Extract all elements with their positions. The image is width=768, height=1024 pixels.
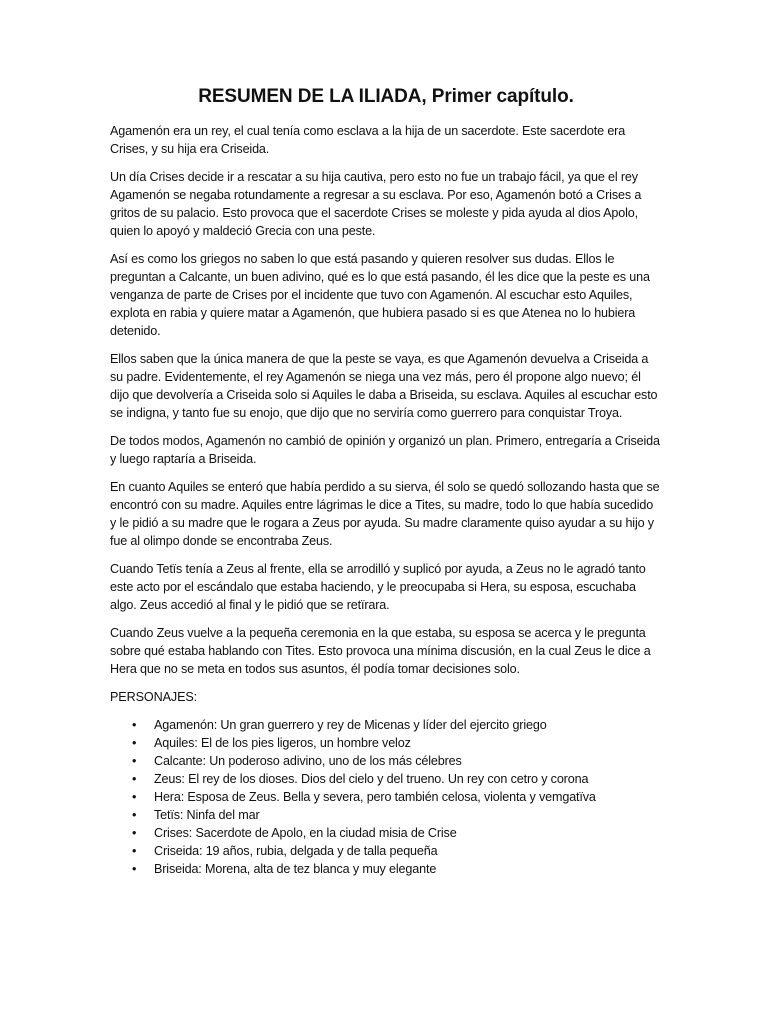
paragraph-6: En cuanto Aquiles se enteró que había perdido a su sierva, él solo se quedó sollozando hasta que se encontró con su madre. Aquiles entre lágrimas le dice a Tites, su madre, todo lo que había sucedido y le pidió a su madre que le rogara a Zeus por ayuda. Su madre claramente quiso ayudar a su hijo y fue al olimpo donde se encontraba Zeus. [110,480,660,548]
list-item [110,752,662,770]
list-item [110,824,662,842]
document-page [110,86,662,878]
character-agamenon: Agamenón: Un gran guerrero y rey de Micenas y líder del ejercito griego [154,718,547,732]
paragraph-4: Ellos saben que la única manera de que la peste se vaya, es que Agamenón devuelva a Criseida a su padre. Evidentemente, el rey Agamenón se niega una vez más, pero él propone algo nuevo; él dijo que devolvería a Criseida solo si Aquiles le daba a Briseida, su esclava. Aquiles al escuchar esto se indigna, y tanto fue su enojo, que dijo que no serviría como guerrero para conquistar Troya. [110,352,658,420]
bullet-icon: • [132,790,137,804]
paragraph-1: Agamenón era un rey, el cual tenía como esclava a la hija de un sacerdote. Este sacerdote era Crises, y su hija era Criseida. [110,124,626,156]
bullet-icon: • [132,736,137,750]
character-briseida: Briseida: Morena, alta de tez blanca y muy elegante [154,862,437,876]
characters-list [110,716,662,878]
paragraph-2: Un día Crises decide ir a rescatar a su hija cautiva, pero esto no fue un trabajo fácil, ya que el rey Agamenón se negaba rotundamente a regresar a su esclava. Por eso, Agamenón botó a Crises a gritos de su palacio. Esto provoca que el sacerdote Crises se moleste y pida ayuda al dios Apolo, quien lo apoyó y maldeció Grecia con una peste. [110,170,642,238]
character-tetis: Tetïs: Ninfa del mar [154,808,260,822]
character-hera: Hera: Esposa de Zeus. Bella y severa, pero también celosa, violenta y vemgatïva [154,790,596,804]
list-item [110,734,662,752]
bullet-icon: • [132,844,137,858]
character-aquiles: Aquiles: El de los pies ligeros, un hombre veloz [154,736,411,750]
character-criseida: Criseida: 19 años, rubia, delgada y de talla pequeña [154,844,438,858]
bullet-icon: • [132,862,137,876]
paragraph-8: Cuando Zeus vuelve a la pequeña ceremonia en la que estaba, su esposa se acerca y le pregunta sobre qué estaba hablando con Tites. Esto provoca una mínima discusión, en la cual Zeus le dice a Hera que no se meta en todos sus asuntos, él podía tomar decisiones solo. [110,626,651,676]
document-title: RESUMEN DE LA ILIADA, Primer capítulo. [198,86,574,107]
character-zeus: Zeus: El rey de los dioses. Dios del cielo y del trueno. Un rey con cetro y corona [154,772,589,786]
list-item [110,788,662,806]
list-item [110,842,662,860]
character-crises: Crises: Sacerdote de Apolo, en la ciudad misia de Crise [154,826,457,840]
character-calcante: Calcante: Un poderoso adivino, uno de los más célebres [154,754,462,768]
paragraph-3: Así es como los griegos no saben lo que está pasando y quieren resolver sus dudas. Ellos le preguntan a Calcante, un buen adivino, qué es lo que está pasando, él les dice que la peste es una venganza de parte de Crises por el incidente que tuvo con Agamenón. Al escuchar esto Aquiles, explota en rabia y quiere matar a Agamenón, que hubiera pasado si es que Atenea no lo hubiera detenido. [110,252,650,338]
list-item [110,806,662,824]
paragraph-7: Cuando Tetïs tenía a Zeus al frente, ella se arrodilló y suplicó por ayuda, a Zeus no le agradó tanto este acto por el escándalo que estaba haciendo, y le preocupaba si Hera, su esposa, escuchaba algo. Zeus accedió al final y le pidió que se retïrara. [110,562,646,612]
list-item [110,716,662,734]
paragraph-5: De todos modos, Agamenón no cambió de opinión y organizó un plan. Primero, entregaría a Criseida y luego raptaría a Briseida. [110,434,660,466]
list-item [110,770,662,788]
bullet-icon: • [132,754,137,768]
list-item [110,860,662,878]
characters-heading: PERSONAJES: [110,690,198,704]
bullet-icon: • [132,808,137,822]
bullet-icon: • [132,772,137,786]
bullet-icon: • [132,826,137,840]
bullet-icon: • [132,718,137,732]
